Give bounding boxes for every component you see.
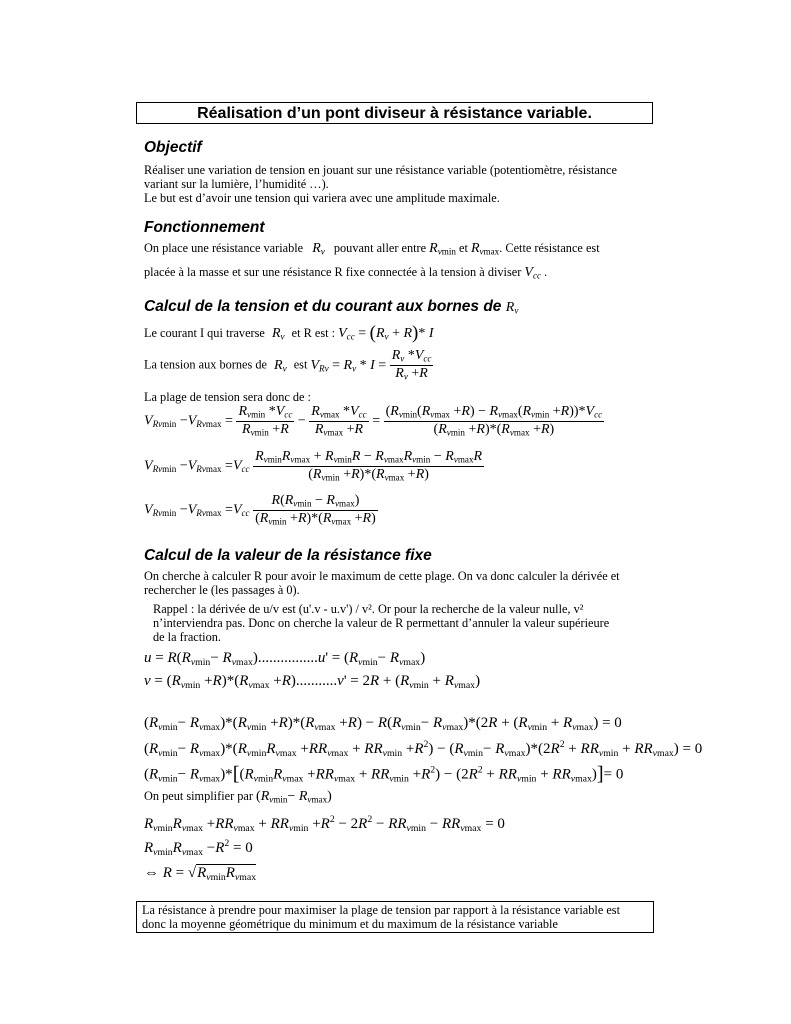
equation-u: $u = R(R_{vmin}- R_{vmax})................u' = (R_{vmin}- R_{vmax})$ bbox=[144, 650, 426, 668]
equation-tension: $V_{Rv} = R_v * I$ = $\frac{R_v *V_{cc}}{R_v +R}$ bbox=[310, 348, 432, 382]
courant-text-b: et R est : bbox=[291, 326, 336, 340]
conclusion-line-1: La résistance à prendre pour maximiser la plage de tension par rapport à la résistance variable est bbox=[142, 903, 621, 917]
math-rv-heading: $R_v$ bbox=[505, 300, 519, 316]
calcul-tension-heading-text: Calcul de la tension et du courant aux bornes de bbox=[144, 298, 502, 315]
conclusion-line-2: donc la moyenne géométrique du minimum et du maximum de la résistance variable bbox=[142, 917, 558, 931]
section-heading-calcul-resistance: Calcul de la valeur de la résistance fixe bbox=[144, 547, 432, 564]
conclusion-box bbox=[136, 901, 654, 933]
fonctionnement-text-1c: et bbox=[458, 241, 468, 255]
courant-line bbox=[144, 322, 434, 344]
fonctionnement-text-1d: . Cette résistance est bbox=[499, 241, 600, 255]
equation-plage-1: $V_{Rvmin} -V_{Rvmax}$ = $\frac{R_{vmin} *V_{cc}}{R_{vmin} +R}$ − $\frac{R_{vmax} *V_{cc}}{R_{vmax} +R}$ = $\frac{(R_{vmin}(R_{vmax} +R) - R_{vmax}(R_{vmin} +R))*V_{cc}}{(R_{vmin} +R)*(R_{vmax} +R)}$ bbox=[144, 404, 603, 438]
calcul-resistance-line-1: On cherche à calculer R pour avoir le maximum de cette plage. On va donc calculer la dérivée et bbox=[144, 569, 620, 583]
plage-text: La plage de tension sera donc de : bbox=[144, 390, 311, 404]
calcul-resistance-line-2: rechercher le (les passages à 0). bbox=[144, 583, 300, 597]
equation-derivee-1: $(R_{vmin}- R_{vmax})*(R_{vmin} +R)*(R_{vmax} +R) - R(R_{vmin}- R_{vmax})*(2R + (R_{vmin} + R_{vmax}) = 0$ bbox=[144, 715, 622, 733]
tension-line bbox=[144, 348, 433, 383]
equation-courant: $V_{cc} = (R_v + R)*$ I bbox=[338, 322, 434, 344]
rappel-line-2: n’interviendra pas. Donc on cherche la valeur de R permettant d’annuler la valeur supérieure bbox=[153, 616, 610, 630]
equation-resultat: ⇔ $R = √R_{vmin}R_{vmax}$ bbox=[144, 865, 257, 883]
simplifier-line bbox=[144, 789, 332, 807]
section-heading-objectif: Objectif bbox=[144, 139, 202, 156]
objectif-line-3: Le but est d’avoir une tension qui variera avec une amplitude maximale. bbox=[144, 191, 500, 205]
math-rv-tension: $R_v$ bbox=[274, 357, 287, 374]
equation-plage-3: $V_{Rvmin} -V_{Rvmax} =V_{cc}$ $\frac{R(R_{vmin} - R_{vmax})}{(R_{vmin} +R)*(R_{vmax} +R)}$ bbox=[144, 493, 376, 527]
equation-simplifiee-2: $R_{vmin}R_{vmax} -R^2 = 0$ bbox=[144, 838, 253, 858]
math-vcc: $V_{cc}$ bbox=[524, 265, 542, 281]
math-rvmin: $R_{vmin}$ bbox=[429, 241, 456, 257]
tension-text-a: La tension aux bornes de bbox=[144, 357, 267, 372]
fonctionnement-text-1b: pouvant aller entre bbox=[333, 241, 427, 255]
equation-simplifiee-1: $R_{vmin}R_{vmax} +RR_{vmax} + RR_{vmin} +R^2 - 2R^2 - RR_{vmin} - RR_{vmax} = 0$ bbox=[144, 814, 505, 834]
objectif-line-1: Réaliser une variation de tension en jouant sur une résistance variable (potentiomètre, résistance bbox=[144, 163, 617, 177]
equation-v: $v = (R_{vmin} +R)*(R_{vmax} +R)...........v' = 2R + (R_{vmin} + R_{vmax})$ bbox=[144, 673, 481, 691]
equation-plage-2: $V_{Rvmin} -V_{Rvmax} =V_{cc}$ $\frac{R_{vmin}R_{vmax} + R_{vmin}R - R_{vmax}R_{vmin} - R_{vmax}R}{(R_{vmin} +R)*(R_{vmax} +R)}$ bbox=[144, 449, 483, 483]
fonctionnement-text-2a: placée à la masse et sur une résistance R fixe connectée à la tension à diviser bbox=[144, 265, 522, 279]
fonctionnement-text-1a: On place une résistance variable bbox=[144, 241, 304, 255]
math-rv: $R_v$ bbox=[312, 241, 325, 257]
fonctionnement-line-1 bbox=[144, 241, 600, 259]
math-rv-courant: $R_v$ bbox=[271, 326, 285, 342]
math-simplifier-factor: $(R_{vmin}- R_{vmax})$ bbox=[256, 789, 332, 805]
fonctionnement-line-2 bbox=[144, 265, 547, 283]
section-heading-fonctionnement: Fonctionnement bbox=[144, 219, 265, 236]
equation-derivee-3: $(R_{vmin}- R_{vmax})*[(R_{vmin}R_{vmax} +RR_{vmax} + RR_{vmin} +R^2) - (2R^2 + RR_{vmin} + RR_{vmax})]= 0$ bbox=[144, 763, 624, 785]
calcul-resistance-intro bbox=[144, 569, 620, 597]
rappel-line-1: Rappel : la dérivée de u/v est (u'.v - u.v') / v². Or pour la recherche de la valeur nulle, v² bbox=[153, 602, 584, 616]
equation-derivee-2: $(R_{vmin}- R_{vmax})*(R_{vmin}R_{vmax} +RR_{vmax} + RR_{vmin} +R^2) - (R_{vmin}- R_{vmax})*(2R^2 + RR_{vmin} + RR_{vmax}) = 0$ bbox=[144, 739, 703, 759]
tension-text-b: est bbox=[293, 357, 308, 372]
objectif-line-2: variant sur la lumière, l’humidité …). bbox=[144, 177, 329, 191]
math-rvmax: $R_{vmax}$ bbox=[470, 241, 500, 257]
section-heading-calcul-tension bbox=[144, 298, 518, 316]
page-title: Réalisation d’un pont diviseur à résistance variable. bbox=[136, 102, 653, 124]
simplifier-text: On peut simplifier par bbox=[144, 789, 253, 803]
courant-text-a: Le courant I qui traverse bbox=[144, 326, 265, 340]
rappel-line-3: de la fraction. bbox=[153, 630, 221, 644]
objectif-text bbox=[144, 163, 617, 205]
fonctionnement-text-2b: . bbox=[544, 265, 548, 279]
rappel-text bbox=[153, 602, 609, 644]
